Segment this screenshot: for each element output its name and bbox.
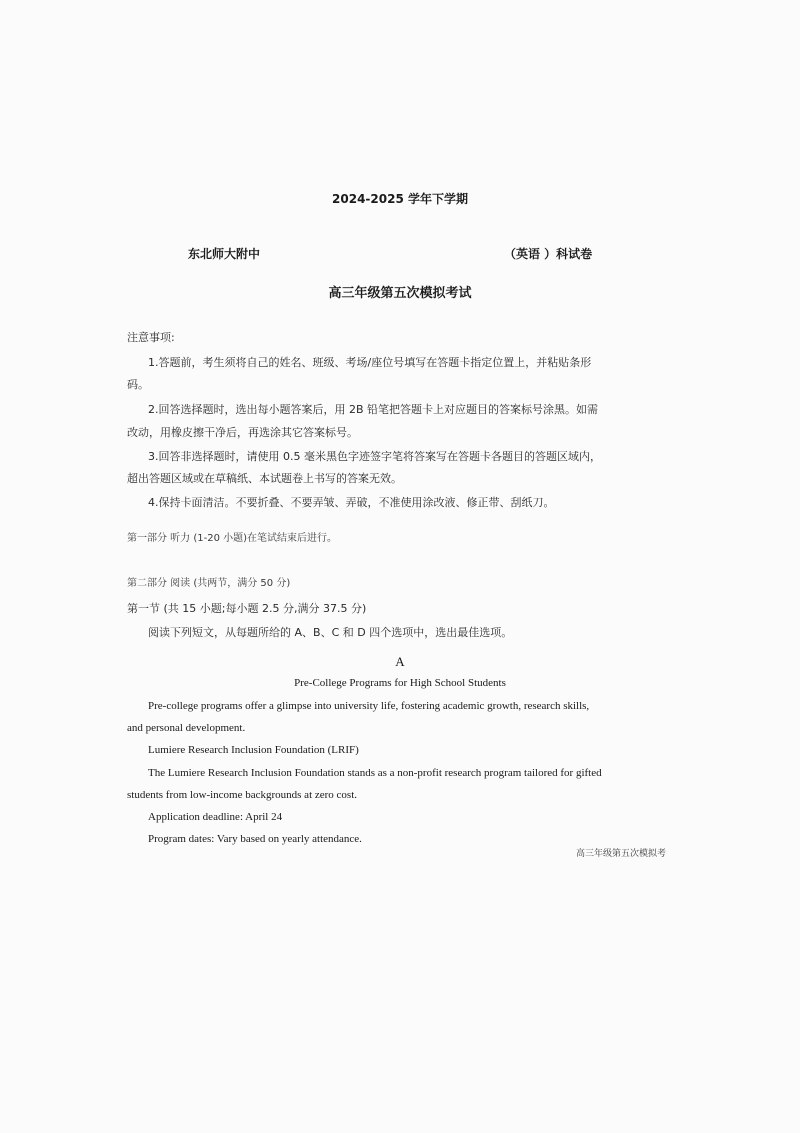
section1-instruction: 阅读下列短文，从每题所给的 A、B、C 和 D 四个选项中，选出最佳选项。 <box>148 626 513 639</box>
year-term-heading: 2024-2025 学年下学期 <box>332 192 468 206</box>
notice-item-2-cont: 改动，用橡皮擦干净后，再选涂其它答案标号。 <box>127 426 358 439</box>
passage-line-2: and personal development. <box>127 722 246 734</box>
notice-item-1-cont: 码。 <box>127 378 149 391</box>
page-footer: 高三年级第五次模拟考 <box>576 849 667 859</box>
part2-reading: 第二部分 阅读 (共两节，满分 50 分) <box>127 578 291 589</box>
subject-label: （英语 ）科试卷 <box>504 247 593 261</box>
notice-title: 注意事项: <box>127 331 175 344</box>
school-name: 东北师大附中 <box>188 247 261 261</box>
notice-item-4: 4.保持卡面清洁。不要折叠、不要弄皱、弄破，不准使用涂改液、修正带、刮纸刀。 <box>148 496 555 509</box>
passage-line-6: Application deadline: April 24 <box>148 811 283 823</box>
passage-line-7: Program dates: Vary based on yearly attendance. <box>148 833 362 845</box>
passage-letter: A <box>395 654 405 669</box>
section1-heading: 第一节 (共 15 小题;每小题 2.5 分,满分 37.5 分) <box>127 602 367 615</box>
notice-item-3-cont: 超出答题区域或在草稿纸、本试题卷上书写的答案无效。 <box>127 472 402 485</box>
passage-line-4: The Lumiere Research Inclusion Foundation stands as a non-profit research program tailored for gifted <box>148 767 602 779</box>
passage-title: Pre-College Programs for High School Students <box>294 677 506 689</box>
part1-listening: 第一部分 听力 (1-20 小题)在笔试结束后进行。 <box>127 533 338 544</box>
passage-line-3: Lumiere Research Inclusion Foundation (LRIF) <box>148 744 359 756</box>
notice-item-1: 1.答题前，考生须将自己的姓名、班级、考场/座位号填写在答题卡指定位置上，并粘贴条形 <box>148 356 592 369</box>
passage-line-5: students from low-income backgrounds at zero cost. <box>127 789 358 801</box>
notice-item-3: 3.回答非选择题时，请使用 0.5 毫米黑色字迹签字笔将答案写在答题卡各题目的答题区域内， <box>148 450 601 463</box>
exam-title: 高三年级第五次模拟考试 <box>328 286 472 301</box>
passage-line-1: Pre-college programs offer a glimpse into university life, fostering academic growth, research skills, <box>148 700 590 712</box>
notice-item-2: 2.回答选择题时，选出每小题答案后，用 2B 铅笔把答题卡上对应题目的答案标号涂黑。如需 <box>148 403 599 416</box>
